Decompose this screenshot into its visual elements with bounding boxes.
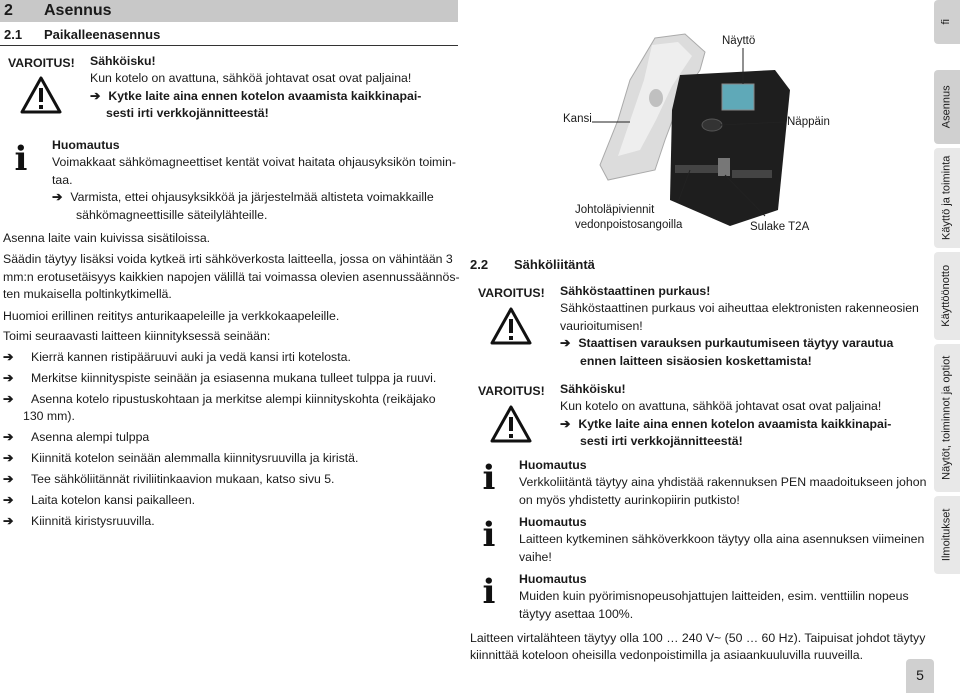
label-display: Näyttö <box>722 35 756 47</box>
warning-label: VAROITUS! <box>8 56 75 70</box>
tab-installation[interactable]: Asennus <box>934 70 960 144</box>
subsection2-header <box>470 256 930 274</box>
device-illustration <box>560 30 820 230</box>
page-number: 5 <box>906 659 934 693</box>
note-last-step <box>519 514 931 566</box>
arrow-icon: ➔ <box>3 492 14 507</box>
warning-triangle-icon <box>20 76 62 114</box>
arrow-icon: ➔ <box>560 416 571 431</box>
paragraph: Huomioi erillinen reititys anturikaapeleille ja verkkokaapeleille. <box>3 308 340 323</box>
section-title: Asennus <box>44 1 112 19</box>
warning-triangle-icon <box>490 405 532 443</box>
arrow-icon: ➔ <box>3 450 14 465</box>
note-text-line: Laitteen kytkeminen sähköverkkoon täytyy olla aina asennuksen viimeinen <box>519 532 925 547</box>
info-icon: i <box>482 572 496 612</box>
note-text-line: on myös yhdistetty aurinkopiirin putkisto! <box>519 492 740 507</box>
note-action: ➔ Varmista, ettei ohjausyksikköä ja järjestelmää altisteta voimakkaille <box>52 190 434 205</box>
warning-esd <box>478 283 930 370</box>
paragraph-line: Laitteen virtalähteen täytyy olla 100 … 240 V~ (50 … 60 Hz). Taipuisat johdot täytyy <box>470 631 926 645</box>
note-text-line: Voimakkaat sähkömagneettiset kentät voivat haitata ohjausyksikön toimin- <box>52 155 456 170</box>
arrow-icon: ➔ <box>3 471 14 486</box>
paragraph: Toimi seuraavasti laitteen kiinnityksessä seinään: <box>3 329 271 344</box>
subsection-title: Paikalleenasennus <box>44 27 161 43</box>
control-button <box>702 119 722 131</box>
fuse <box>718 158 730 176</box>
list-item: ➔ Asenna kotelo ripustuskohtaan ja merkitse alempi kiinnityskohta (reikäjako <box>3 391 461 408</box>
warning-text-line: Sähköstaattinen purkaus voi aiheuttaa elektronisten rakenneosien <box>560 301 919 316</box>
note-emc <box>52 137 460 224</box>
note-grounding <box>519 457 931 509</box>
note-text-line: vaihe! <box>519 549 552 564</box>
list-item: 130 mm). <box>23 409 75 424</box>
label-button: Näppäin <box>787 116 830 128</box>
paragraph-line: kiinnittää koteloon oheisilla vedonpoistimilla ja asiaankuuluvilla ruuveilla. <box>470 648 864 663</box>
arrow-icon: ➔ <box>3 430 14 445</box>
list-item: ➔ Laita kotelon kansi paikalleen. <box>3 492 461 509</box>
warning-text: Kun kotelo on avattuna, sähköä johtavat osat ovat paljaina! <box>90 71 412 86</box>
chapter-tabs <box>934 0 960 693</box>
subsection-header <box>0 26 458 46</box>
label-cable-entries: Johtoläpiviennit vedonpoistosangoilla <box>575 204 683 231</box>
list-item: ➔ Tee sähköliitännät riviliitinkaavion mukaan, katso sivu 5. <box>3 471 461 488</box>
tab-operation[interactable]: Käyttö ja toiminta <box>934 148 960 248</box>
tab-language[interactable]: fi <box>934 0 960 44</box>
arrow-icon: ➔ <box>3 370 14 385</box>
warning-triangle-icon <box>490 307 532 345</box>
body-text <box>3 230 461 534</box>
note-speed <box>519 571 931 623</box>
tab-commissioning[interactable]: Käyttöönotto <box>934 252 960 340</box>
warning-body <box>560 381 891 451</box>
warning-label: VAROITUS! <box>478 384 545 398</box>
note-text-line: täytyy asettaa 100%. <box>519 606 634 621</box>
arrow-icon: ➔ <box>3 349 14 364</box>
warning-electric-shock <box>8 53 458 123</box>
label-fuse: Sulake T2A <box>750 221 810 233</box>
subsection2-title: Sähköliitäntä <box>514 257 595 272</box>
list-item: ➔ Merkitse kiinnityspiste seinään ja esiasenna mukana tulleet tulppa ja ruuvi. <box>3 370 461 387</box>
warning-action: ➔ Kytke laite aina ennen kotelon avaamista kaikkinapai- sesti irti verkkojännitteestä! <box>90 88 422 121</box>
warning-text-line: vaurioitumisen! <box>560 318 643 333</box>
info-icon: i <box>482 515 496 555</box>
warning-action: ➔ Staattisen varauksen purkautumiseen täytyy varautua ennen laitteen sisäosien koskettamista! <box>560 336 894 368</box>
info-icon: i <box>14 139 28 179</box>
warning-title: Sähköisku! <box>560 382 626 396</box>
warning-action: ➔ Kytke laite aina ennen kotelon avaamista kaikkinapai- sesti irti verkkojännitteestä! <box>560 416 892 449</box>
info-icon: i <box>482 458 496 498</box>
note-title: Huomautus <box>519 458 587 472</box>
power-supply-paragraph <box>470 630 932 665</box>
arrow-icon: ➔ <box>52 190 63 205</box>
cover-hole <box>649 89 663 107</box>
note-action-line: sähkömagneettisille säteilylähteille. <box>76 207 268 222</box>
warning-body <box>560 283 919 370</box>
list-item: ➔ Kiinnitä kotelon seinään alemmalla kiinnitysruuvilla ja kiristä. <box>3 450 461 467</box>
arrow-icon: ➔ <box>560 336 571 351</box>
steps-list <box>3 349 461 531</box>
note-text-line: taa. <box>52 172 73 187</box>
terminal-strip <box>732 170 772 178</box>
subsection-number: 2.1 <box>4 27 23 43</box>
section-number: 2 <box>4 1 13 19</box>
list-item: ➔ Asenna alempi tulppa <box>3 429 461 446</box>
warning-title: Sähköstaattinen purkaus! <box>560 284 711 298</box>
warning-text: Kun kotelo on avattuna, sähköä johtavat osat ovat paljaina! <box>560 399 882 414</box>
warning-body <box>90 53 421 123</box>
warning-title: Sähköisku! <box>90 54 156 68</box>
paragraph: Asenna laite vain kuivissa sisätiloissa. <box>3 231 211 245</box>
warning-electric-shock-2 <box>478 381 930 451</box>
note-title: Huomautus <box>519 572 587 586</box>
arrow-icon: ➔ <box>3 391 14 406</box>
list-item: ➔ Kierrä kannen ristipääruuvi auki ja vedä kansi irti kotelosta. <box>3 349 461 366</box>
note-title: Huomautus <box>52 138 120 152</box>
section-header <box>0 0 458 22</box>
arrow-icon: ➔ <box>3 513 14 528</box>
subsection2-number: 2.2 <box>470 257 489 272</box>
label-cover: Kansi <box>563 113 592 125</box>
list-item: ➔ Kiinnitä kiristysruuvilla. <box>3 513 461 530</box>
paragraph: Säädin täytyy lisäksi voida kytkeä irti sähköverkosta laitteella, jossa on vähintään 3 mm:n erotusetäisyys kaikkien napojen välillä tai voimassa olevien asennussäännös- ten mukaisella poltinkytkimellä. <box>3 252 460 302</box>
note-title: Huomautus <box>519 515 587 529</box>
arrow-icon: ➔ <box>90 88 101 103</box>
note-text-line: Muiden kuin pyörimisnopeusohjattujen laitteiden, esim. venttiilin nopeus <box>519 589 909 604</box>
warning-label: VAROITUS! <box>478 286 545 300</box>
tab-messages[interactable]: Ilmoitukset <box>934 496 960 574</box>
display-screen <box>722 84 754 110</box>
note-text-line: Verkkoliitäntä täytyy aina yhdistää rakennuksen PEN maadoitukseen johon <box>519 475 927 490</box>
tab-displays[interactable]: Näytöt, toiminnot ja optiot <box>934 344 960 492</box>
